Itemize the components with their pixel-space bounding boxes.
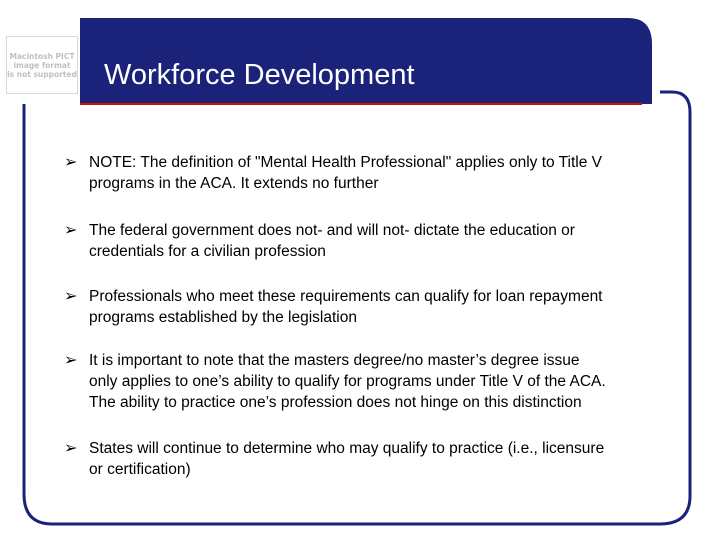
logo-placeholder-line: is not supported [7,69,77,79]
bullet-line: programs in the ACA. It extends no further [89,175,379,192]
slide-title: Workforce Development [104,59,415,91]
bullet-line: only applies to one’s ability to qualify for programs under Title V of the ACA. [89,373,606,390]
logo-placeholder [6,36,78,94]
bullet-line: States will continue to determine who may qualify to practice (i.e., licensure [89,440,605,457]
bullet-line: NOTE: The definition of "Mental Health Professional" applies only to Title V [89,154,603,171]
bullet-line: credentials for a civilian profession [89,243,326,260]
bullet-text [89,286,664,328]
bullet-line: The ability to practice one’s profession does not hinge on this distinction [89,394,582,411]
bullet-text [89,438,664,480]
bullet-line: Professionals who meet these requirements can qualify for loan repayment [89,288,603,305]
arrowhead-bullet-icon: ➢ [64,286,78,305]
bullet-text [89,350,664,413]
bullet-line: The federal government does not- and will not- dictate the education or [89,222,575,239]
logo-placeholder-line: Macintosh PICT [9,51,75,61]
arrowhead-bullet-icon: ➢ [64,350,78,369]
arrowhead-bullet-icon: ➢ [64,220,78,239]
bullet-line: programs established by the legislation [89,309,357,326]
logo-placeholder-line: image format [13,60,71,70]
arrowhead-bullet-icon: ➢ [64,152,78,171]
bullet-line: or certification) [89,461,191,478]
bullet-text [89,220,664,262]
bullet-text [89,152,664,194]
bullet-line: It is important to note that the masters degree/no master’s degree issue [89,352,580,369]
arrowhead-bullet-icon: ➢ [64,438,78,457]
